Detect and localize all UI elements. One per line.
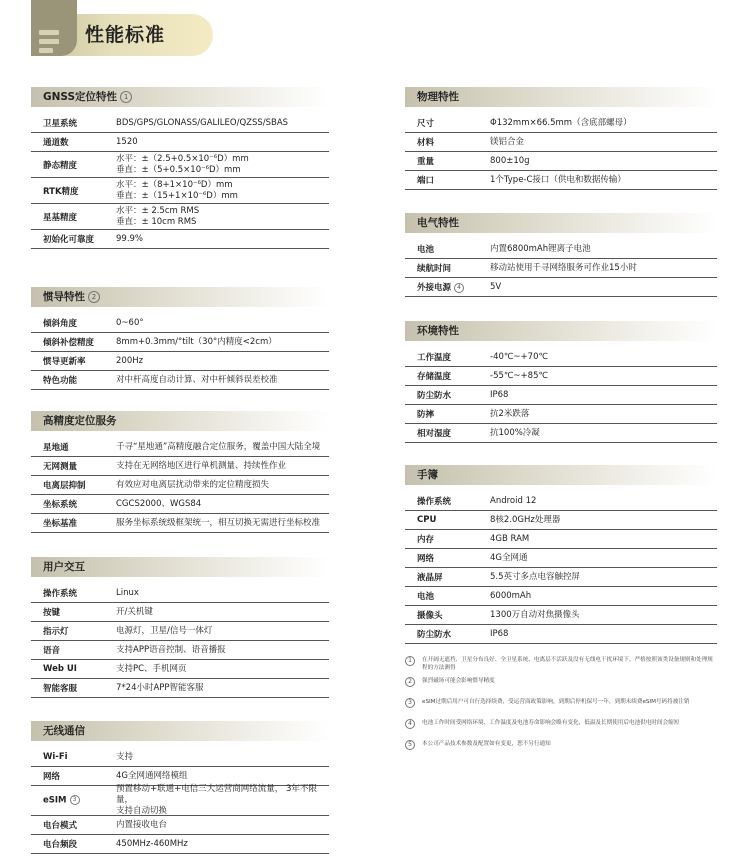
- spec-value-line: 水平：±（8+1×10⁻⁶D）mm: [116, 179, 233, 190]
- spec-label-text: 工作温度: [417, 353, 452, 363]
- spec-row: [31, 457, 329, 476]
- spec-row: [31, 835, 329, 854]
- spec-value-line: 99.9%: [116, 233, 144, 244]
- spec-value: [490, 534, 717, 545]
- spec-value-line: 5V: [490, 281, 502, 292]
- spec-label: [31, 374, 116, 386]
- footnote-marker: 1: [120, 91, 132, 103]
- spec-row: [405, 259, 717, 278]
- spec-label: [31, 136, 116, 148]
- spec-label-text: 操作系统: [43, 589, 78, 599]
- section-title-text: 无线通信: [43, 725, 85, 737]
- spec-value: [490, 156, 717, 167]
- spec-value-line: 水平：±（2.5+0.5×10⁻⁶D）mm: [116, 153, 249, 164]
- spec-label-text: 电离层抑制: [43, 481, 86, 491]
- spec-value-line: Φ132mm×66.5mm（含底部螺母）: [490, 117, 632, 128]
- footnote-number: 4: [405, 719, 415, 729]
- spec-value: [490, 175, 717, 186]
- spec-value-line: 5.5英寸多点电容触控屏: [490, 571, 581, 582]
- spec-value-line: 有效应对电离层扰动带来的定位精度损失: [116, 479, 270, 490]
- spec-value: [116, 683, 329, 694]
- section-gnss: [31, 87, 329, 249]
- section-wireless: [31, 721, 329, 854]
- spec-label: [31, 664, 116, 674]
- spec-row: [405, 152, 717, 171]
- page-title: 性能标准: [85, 24, 166, 46]
- spec-value-line: 电源灯，卫星/信号一体灯: [116, 625, 213, 636]
- spec-value: [116, 234, 329, 245]
- spec-label-text: 坐标基准: [43, 519, 78, 529]
- spec-value-line: 支持: [116, 751, 134, 762]
- footnote-number: 3: [405, 698, 415, 708]
- footnote-text: 在开阔无遮挡、卫星分布良好、全卫星系统、电离层不活跃及没有无线电干扰环境下，严格按照该类设备规则和处理规程的方法测得: [422, 657, 713, 671]
- spec-value-line: 7*24小时APP智能客服: [116, 682, 204, 693]
- spec-label-text: 坐标系统: [43, 500, 78, 510]
- spec-row: [31, 230, 329, 249]
- spec-value-line: 800±10g: [490, 155, 530, 166]
- spec-value: [116, 588, 329, 599]
- spec-value-line: 开/关机键: [116, 606, 153, 617]
- spec-row: [405, 492, 717, 511]
- spec-value-line: 抗100%冷凝: [490, 427, 540, 438]
- spec-label-text: 初始化可靠度: [43, 235, 95, 245]
- section-ui: [31, 557, 329, 698]
- section-hp: [31, 411, 329, 533]
- spec-value-line: 水平：± 2.5cm RMS: [116, 205, 200, 216]
- spec-value: [490, 244, 717, 255]
- section-title-text: 惯导特性: [43, 291, 85, 303]
- spec-label-text: 惯导更新率: [43, 357, 86, 367]
- spec-value: [116, 771, 329, 782]
- spec-label: [405, 155, 490, 167]
- spec-row: [405, 240, 717, 259]
- spec-label: [31, 752, 116, 762]
- spec-value-line: -40℃~+70℃: [490, 351, 549, 362]
- section-title: [405, 213, 717, 233]
- spec-value-line: 4G全网通网络模组: [116, 770, 188, 781]
- spec-value: [490, 137, 717, 148]
- spec-value-line: Android 12: [490, 495, 537, 506]
- spec-value: [116, 206, 329, 228]
- spec-label: [31, 498, 116, 510]
- spec-value-line: 对中杆高度自动计算、对中杆倾斜误差校准: [116, 374, 278, 385]
- spec-label-text: 内存: [417, 535, 435, 545]
- spec-label: [405, 281, 490, 293]
- footnote-item: [405, 719, 717, 740]
- spec-value: [490, 118, 717, 129]
- spec-label-text: Wi-Fi: [43, 752, 68, 762]
- spec-label: [31, 838, 116, 850]
- spec-label: [405, 609, 490, 621]
- spec-value: [116, 337, 329, 348]
- spec-label-text: 端口: [417, 176, 435, 186]
- spec-row: [405, 530, 717, 549]
- spec-label: [31, 460, 116, 472]
- spec-row: [31, 622, 329, 641]
- spec-label-text: 按键: [43, 608, 61, 618]
- spec-value-line: 内置6800mAh锂离子电池: [490, 243, 591, 254]
- spec-value: [116, 820, 329, 831]
- spec-value-line: 垂直：±（5+0.5×10⁻⁶D）mm: [116, 164, 241, 175]
- section-title-text: 电气特性: [417, 217, 459, 229]
- spec-value: [490, 496, 717, 507]
- spec-label-text: 摄像头: [417, 611, 443, 621]
- spec-value: [490, 610, 717, 621]
- spec-label-text: 电池: [417, 592, 435, 602]
- spec-value: [116, 499, 329, 510]
- spec-row: [405, 568, 717, 587]
- spec-value: [116, 626, 329, 637]
- spec-value: [116, 442, 329, 453]
- spec-value-line: 移动站使用千寻网络服务可作业15小时: [490, 262, 637, 273]
- spec-label-text: 星基精度: [43, 212, 78, 223]
- spec-label: [31, 587, 116, 599]
- spec-row: [405, 549, 717, 568]
- spec-row: [405, 424, 717, 443]
- spec-label: [405, 495, 490, 507]
- spec-value: [116, 518, 329, 529]
- spec-label-text: CPU: [417, 515, 437, 525]
- spec-value-line: 千寻“星地通”高精度融合定位服务，覆盖中国大陆全境: [116, 441, 321, 452]
- footnote-text: 强烈磁场可能会影响惯导精度: [422, 678, 495, 684]
- spec-value-line: 垂直：± 10cm RMS: [116, 216, 197, 227]
- footnote-number: 2: [405, 677, 415, 687]
- spec-row: [31, 816, 329, 835]
- spec-label-text: 指示灯: [43, 627, 69, 637]
- spec-value: [490, 591, 717, 602]
- spec-label-text: 电台模式: [43, 821, 78, 831]
- spec-row: [31, 438, 329, 457]
- spec-value: [116, 752, 329, 763]
- spec-label: [31, 211, 116, 223]
- spec-label-text: 特色功能: [43, 376, 78, 386]
- section-title-text: 环境特性: [417, 325, 459, 337]
- spec-value-line: 预置移动+联通+电信三大运营商网络流量， 3年不限量，: [116, 784, 317, 805]
- footnote-item: [405, 740, 717, 761]
- spec-row: [31, 660, 329, 679]
- spec-row: [31, 133, 329, 152]
- spec-label: [405, 174, 490, 186]
- section-title-text: 用户交互: [43, 561, 85, 573]
- spec-value: [116, 118, 329, 129]
- spec-label-text: 静态精度: [43, 160, 78, 171]
- spec-label-text: 液晶屏: [417, 573, 443, 583]
- spec-label-text: 星地通: [43, 443, 69, 453]
- spec-row: [31, 314, 329, 333]
- spec-label: [31, 317, 116, 329]
- spec-label-text: 续航时间: [417, 264, 452, 274]
- spec-row: [31, 748, 329, 767]
- spec-row: [405, 625, 717, 644]
- spec-value: [116, 839, 329, 850]
- spec-value-line: 垂直：±（15+1×10⁻⁶D）mm: [116, 190, 238, 201]
- spec-label: [31, 770, 116, 782]
- spec-value: [116, 461, 329, 472]
- section-phys: [405, 87, 717, 190]
- spec-label-text: 倾斜补偿精度: [43, 338, 95, 348]
- spec-label: [405, 351, 490, 363]
- spec-row: [405, 511, 717, 530]
- spec-label: [31, 185, 116, 197]
- section-title-text: 物理特性: [417, 91, 459, 103]
- spec-row: [31, 352, 329, 371]
- section-title: [405, 465, 717, 485]
- section-title: [31, 557, 329, 577]
- spec-label-text: 卫星系统: [43, 119, 78, 129]
- section-title-text: 手簿: [417, 469, 438, 481]
- spec-value-line: 支持在无网络地区进行单机测量、持续性作业: [116, 460, 287, 471]
- spec-label: [405, 427, 490, 439]
- spec-row: [405, 606, 717, 625]
- spec-value: [116, 356, 329, 367]
- footnote-number: 5: [405, 740, 415, 750]
- spec-label: [405, 262, 490, 274]
- section-title: [405, 321, 717, 341]
- spec-row: [31, 786, 329, 816]
- spec-value: [116, 607, 329, 618]
- spec-label-text: 智能客服: [43, 684, 78, 694]
- spec-value: [116, 180, 329, 202]
- spec-label: [31, 233, 116, 245]
- spec-value-line: 支持PC、手机网页: [116, 663, 187, 674]
- spec-label: [31, 625, 116, 637]
- spec-value-line: 1520: [116, 136, 138, 147]
- footnotes: [405, 656, 717, 761]
- spec-label: [31, 682, 116, 694]
- spec-label: [405, 590, 490, 602]
- spec-label: [31, 355, 116, 367]
- spec-label: [31, 819, 116, 831]
- spec-value: [116, 664, 329, 675]
- spec-label: [405, 552, 490, 564]
- section-title: [31, 411, 329, 431]
- spec-value-line: 1个Type-C接口（供电和数据传输）: [490, 174, 626, 185]
- spec-row: [31, 679, 329, 698]
- spec-row: [31, 603, 329, 622]
- spec-label: [31, 159, 116, 171]
- footnote-marker: 2: [88, 291, 100, 303]
- spec-row: [31, 152, 329, 178]
- spec-label-text: 相对湿度: [417, 429, 452, 439]
- footnote-item: [405, 677, 717, 698]
- spec-label-text: RTK精度: [43, 186, 79, 197]
- spec-value-line: 4GB RAM: [490, 533, 530, 544]
- spec-value-line: 8核2.0GHz处理器: [490, 514, 561, 525]
- footnote-item: [405, 698, 717, 719]
- spec-value: [490, 515, 717, 526]
- spec-row: [405, 133, 717, 152]
- spec-label: [31, 795, 116, 806]
- spec-label-text: 电池: [417, 245, 435, 255]
- spec-label-text: 无网测量: [43, 462, 78, 472]
- spec-row: [405, 114, 717, 133]
- spec-value-line: 支持APP语音控制、语音播报: [116, 644, 226, 655]
- section-imu: [31, 287, 329, 390]
- spec-value-line: 抗2米跌落: [490, 408, 530, 419]
- spec-value-line: 4G全网通: [490, 552, 528, 563]
- spec-value: [490, 282, 717, 293]
- spec-label: [31, 644, 116, 656]
- spec-value: [490, 409, 717, 420]
- spec-label: [31, 441, 116, 453]
- footnote-item: [405, 656, 717, 677]
- spec-value-line: 1300万自动对焦摄像头: [490, 609, 580, 620]
- spec-value-line: 支持自动切换: [116, 806, 168, 816]
- spec-value-line: 0~60°: [116, 317, 144, 328]
- spec-label-text: 材料: [417, 138, 435, 148]
- spec-row: [31, 371, 329, 390]
- spec-value: [490, 572, 717, 583]
- spec-value-line: 450MHz-460MHz: [116, 838, 188, 849]
- spec-label-text: 重量: [417, 157, 435, 167]
- footnote-marker: 3: [70, 795, 80, 805]
- spec-label: [405, 243, 490, 255]
- spec-label: [405, 628, 490, 640]
- spec-label: [31, 336, 116, 348]
- footnote-text: 电池工作时间受网络环境、工作温度及电池寿命影响会略有变化，低温及长期使用后电池供电时间会缩短: [422, 720, 680, 726]
- section-handbook: [405, 465, 717, 644]
- spec-label-text: 存储温度: [417, 372, 452, 382]
- spec-label-text: 防摔: [417, 410, 435, 420]
- spec-row: [31, 204, 329, 230]
- section-env: [405, 321, 717, 443]
- spec-value-line: 内置接收电台: [116, 819, 168, 830]
- spec-value: [116, 137, 329, 148]
- spec-label-text: 网络: [43, 772, 61, 782]
- spec-label-text: 电台频段: [43, 840, 78, 850]
- spec-label: [405, 370, 490, 382]
- spec-value: [116, 154, 329, 176]
- section-title: [405, 87, 717, 107]
- section-title-text: 高精度定位服务: [43, 415, 117, 427]
- spec-label-text: 防尘防水: [417, 391, 452, 401]
- spec-label-text: 防尘防水: [417, 630, 452, 640]
- spec-label-text: 语音: [43, 646, 61, 656]
- spec-label-text: 通道数: [43, 138, 69, 148]
- spec-value: [490, 263, 717, 274]
- spec-label-text: eSIM: [43, 795, 67, 806]
- spec-row: [31, 584, 329, 603]
- footnote-marker: 4: [454, 283, 464, 293]
- banner-decoration-icon: [31, 0, 77, 56]
- spec-value: [490, 428, 717, 439]
- spec-row: [31, 641, 329, 660]
- spec-row: [31, 476, 329, 495]
- spec-label: [405, 136, 490, 148]
- section-title: [31, 87, 329, 107]
- spec-value: [116, 318, 329, 329]
- spec-value-line: Linux: [116, 587, 139, 598]
- spec-value-line: 镁铝合金: [490, 136, 525, 147]
- spec-value: [116, 480, 329, 491]
- spec-value: [490, 553, 717, 564]
- spec-label-text: Web UI: [43, 664, 77, 674]
- spec-value-line: CGCS2000、WGS84: [116, 498, 202, 509]
- spec-row: [405, 386, 717, 405]
- spec-label: [405, 117, 490, 129]
- footnote-number: 1: [405, 656, 415, 666]
- spec-value-line: IP68: [490, 628, 509, 639]
- spec-label: [405, 533, 490, 545]
- spec-value-line: IP68: [490, 389, 509, 400]
- spec-row: [31, 495, 329, 514]
- spec-label: [405, 515, 490, 525]
- spec-label-text: 网络: [417, 554, 435, 564]
- footnote-text: 本公司产品技术参数及配置如有变更，恕不另行通知: [422, 741, 551, 747]
- spec-value-line: -55℃~+85℃: [490, 370, 549, 381]
- spec-label-text: 操作系统: [417, 497, 452, 507]
- spec-row: [405, 348, 717, 367]
- spec-label: [405, 408, 490, 420]
- spec-value: [490, 390, 717, 401]
- spec-value: [490, 352, 717, 363]
- spec-label: [405, 389, 490, 401]
- spec-value: [490, 629, 717, 640]
- spec-label: [405, 571, 490, 583]
- section-elec: [405, 213, 717, 297]
- spec-row: [405, 278, 717, 297]
- spec-value: [490, 371, 717, 382]
- spec-row: [31, 514, 329, 533]
- spec-label: [31, 517, 116, 529]
- hero-banner: [33, 14, 213, 56]
- spec-label-text: 倾斜角度: [43, 319, 78, 329]
- spec-row: [405, 587, 717, 606]
- spec-value: [116, 375, 329, 386]
- spec-row: [31, 114, 329, 133]
- spec-value-line: 200Hz: [116, 355, 144, 366]
- spec-row: [405, 405, 717, 424]
- spec-value: [116, 645, 329, 656]
- spec-value-line: 8mm+0.3mm/°tilt（30°内精度<2cm）: [116, 336, 277, 347]
- spec-value-line: 服务坐标系统级框架统一，相互切换无需进行坐标校准: [116, 517, 321, 528]
- spec-label: [31, 606, 116, 618]
- spec-row: [31, 178, 329, 204]
- spec-row: [31, 333, 329, 352]
- spec-label: [31, 479, 116, 491]
- spec-label: [31, 117, 116, 129]
- section-title: [31, 721, 329, 741]
- spec-row: [405, 171, 717, 190]
- spec-value-line: BDS/GPS/GLONASS/GALILEO/QZSS/SBAS: [116, 117, 289, 128]
- spec-value: [116, 784, 329, 817]
- section-title-text: GNSS定位特性: [43, 91, 118, 103]
- section-title: [31, 287, 329, 307]
- spec-label-text: 尺寸: [417, 119, 435, 129]
- spec-value-line: 6000mAh: [490, 590, 532, 601]
- spec-label-text: 外接电源: [417, 283, 452, 293]
- footnote-text: eSIM过期后用户可自行选择续费，受运营商政策影响，到期后停机保号一年，到期未续费eSIM号码将被注销: [422, 699, 690, 705]
- spec-row: [405, 367, 717, 386]
